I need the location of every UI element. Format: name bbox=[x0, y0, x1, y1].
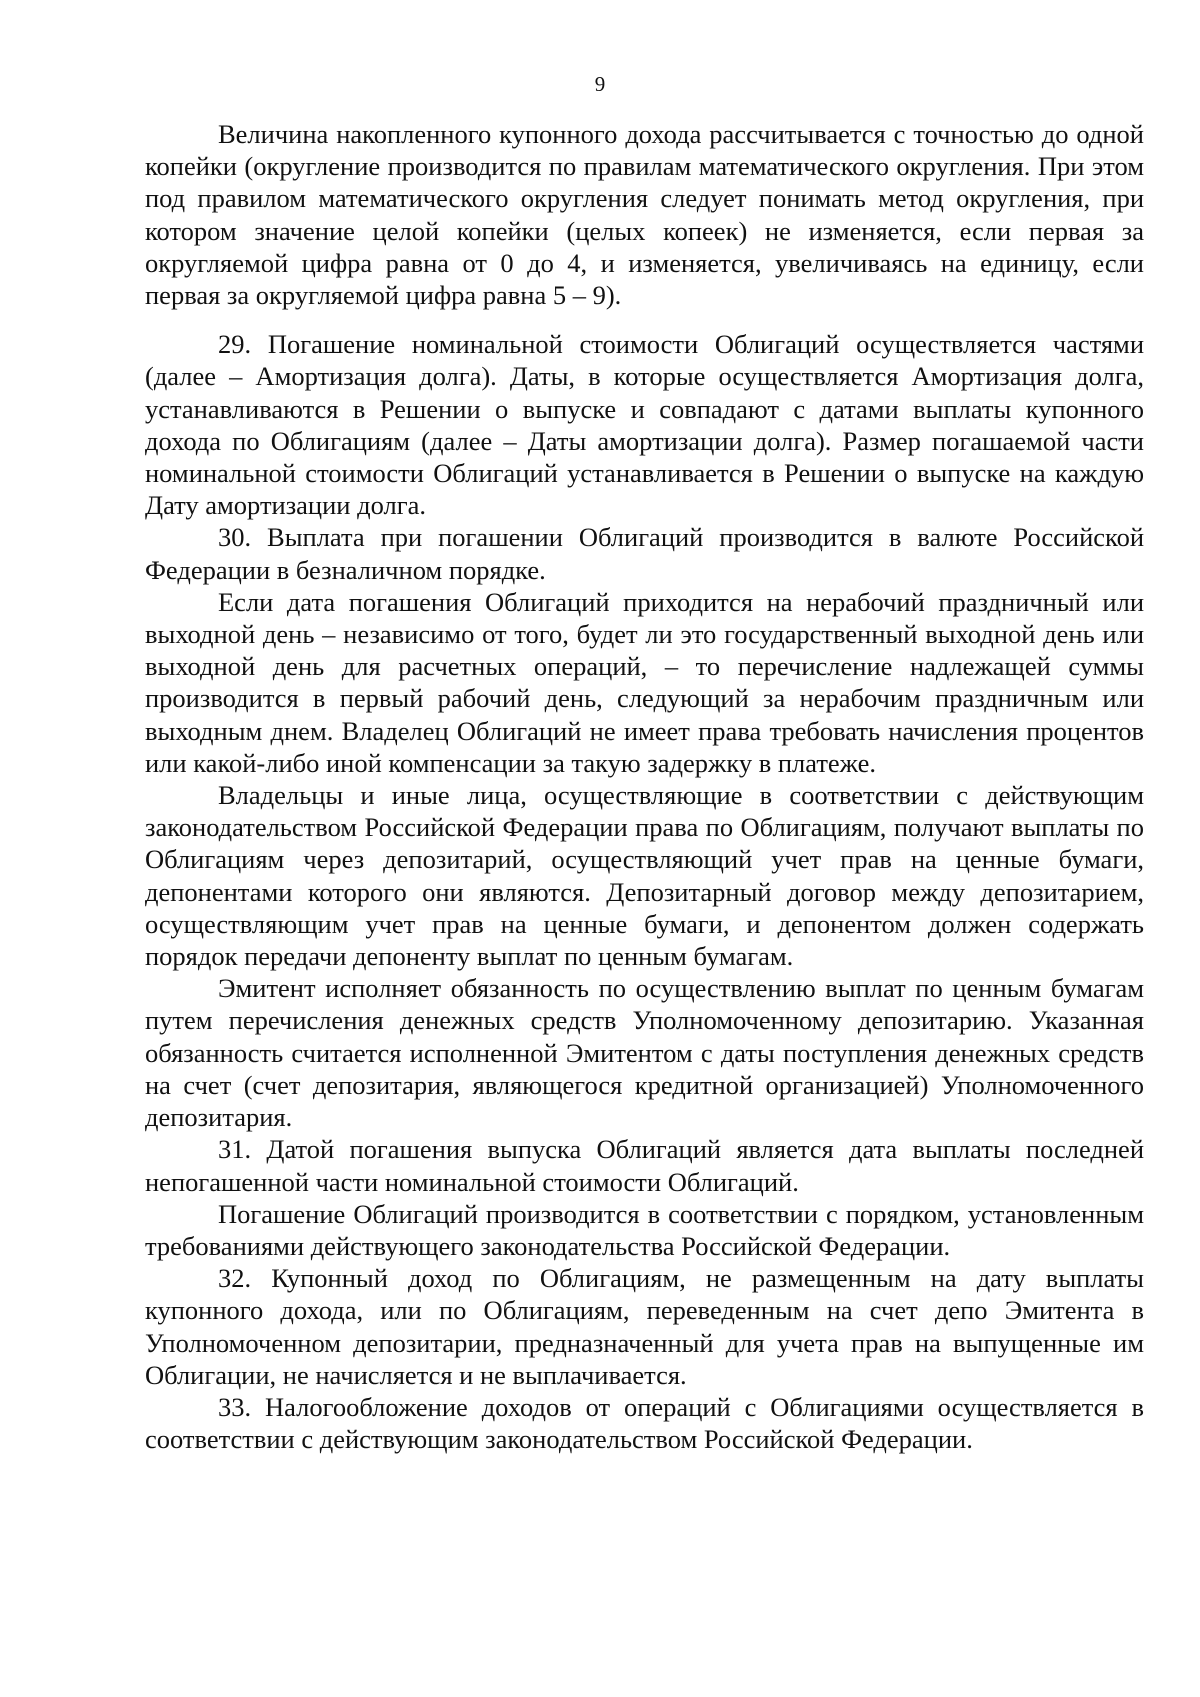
paragraph-30-payment-currency: 30. Выплата при погашении Облигаций производится в валюте Российской Федерации в безналичном порядке. bbox=[145, 522, 1144, 585]
paragraph-33-taxation: 33. Налогообложение доходов от операций с Облигациями осуществляется в соответствии с действующим законодательством Российской Федерации. bbox=[145, 1391, 1144, 1455]
page-number: 9 bbox=[594, 72, 606, 96]
paragraph-issuer-obligation: Эмитент исполняет обязанность по осуществлению выплат по ценным бумагам путем перечисления денежных средств Уполномоченному депозитарию. Указанная обязанность считается исполненной Эмитентом с даты поступления денежных средств на счет (счет депозитария, являющегося кредитной организацией) Уполномоченного депозитария. bbox=[145, 973, 1144, 1133]
paragraph-accrued-coupon-rounding: Величина накопленного купонного дохода рассчитывается с точностью до одной копейки (округление производится по правилам математического округления. При этом под правилом математического округления следует понимать метод округления, при котором значение целой копейки (целых копеек) не изменяется, если первая за округляемой цифра равна от 0 до 4, и изменяется, увеличиваясь на единицу, если первая за округляемой цифра равна 5 – 9). bbox=[145, 119, 1144, 311]
paragraph-redemption-procedure: Погашение Облигаций производится в соответствии с порядком, установленным требованиями действующего законодательства Российской Федерации. bbox=[145, 1198, 1144, 1261]
paragraph-depositary-payments: Владельцы и иные лица, осуществляющие в соответствии с действующим законодательством Российской Федерации права по Облигациям, получают выплаты по Облигациям через депозитарий, осуществляющий учет прав на ценные бумаги, депонентами которого они являются. Депозитарный договор между депозитарием, осуществляющим учет прав на ценные бумаги, и депонентом должен содержать порядок передачи депоненту выплат по ценным бумагам. bbox=[145, 780, 1144, 972]
paragraph-32-coupon-not-accrued: 32. Купонный доход по Облигациям, не размещенным на дату выплаты купонного дохода, или по Облигациям, переведенным на счет депо Эмитента в Уполномоченном депозитарии, предназначенный для учета прав на выпущенные им Облигации, не начисляется и не выплачивается. bbox=[145, 1263, 1144, 1390]
document-body bbox=[145, 118, 1144, 1455]
paragraph-29-amortization: 29. Погашение номинальной стоимости Облигаций осуществляется частями (далее – Амортизация долга). Даты, в которые осуществляется Амортизация долга, устанавливаются в Решении о выпуске и совпадают с датами выплаты купонного дохода по Облигациям (далее – Даты амортизации долга). Размер погашаемой части номинальной стоимости Облигаций устанавливается в Решении о выпуске на каждую Дату амортизации долга. bbox=[145, 329, 1144, 521]
paragraph-31-redemption-date: 31. Датой погашения выпуска Облигаций является дата выплаты последней непогашенной части номинальной стоимости Облигаций. bbox=[145, 1134, 1144, 1197]
paragraph-non-working-day: Если дата погашения Облигаций приходится на нерабочий праздничный или выходной день – независимо от того, будет ли это государственный выходной день или выходной день для расчетных операций, – то перечисление надлежащей суммы производится в первый рабочий день, следующий за нерабочим праздничным или выходным днем. Владелец Облигаций не имеет права требовать начисления процентов или какой-либо иной компенсации за такую задержку в платеже. bbox=[145, 586, 1144, 778]
